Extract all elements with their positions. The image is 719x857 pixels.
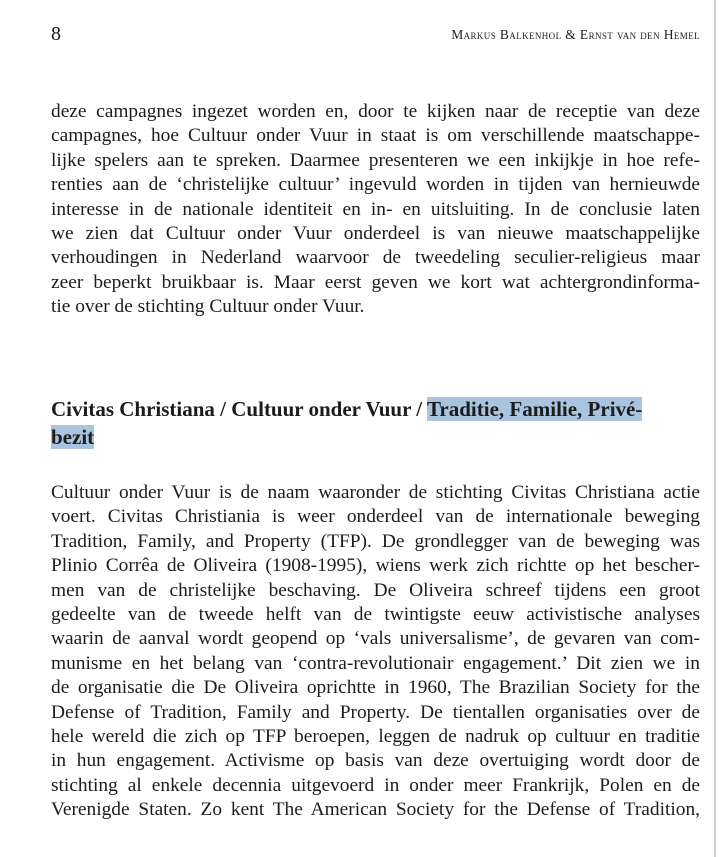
- text-line: in hun engagement. Activisme op basis van deze overtuiging wordt door de: [51, 750, 700, 772]
- text-line: Verenigde Staten. Zo kent The American Society for the Defense of Tradition,: [51, 799, 700, 821]
- running-head: Markus Balkenhol & Ernst van den Hemel: [451, 27, 700, 42]
- body-paragraph: [51, 481, 700, 823]
- selected-text[interactable]: Traditie, Familie, Privé-: [426, 397, 643, 421]
- text-line: de organisatie die De Oliveira oprichtte in 1960, The Brazilian Society for the: [51, 677, 700, 699]
- text-line: munisme en het belang van ‘contra-revolutionair engagement.’ Dit zien we in: [51, 652, 700, 674]
- text-line: we zien dat Cultuur onder Vuur onderdeel is van nieuwe maatschappelijke: [51, 223, 700, 245]
- text-line: interesse in de nationale identiteit en in- en uitsluiting. In de conclusie laten: [51, 198, 700, 220]
- text-line: voert. Civitas Christiania is weer onderdeel van de internationale beweging: [51, 506, 700, 528]
- text-line: gedeelte van de tweede helft van de twintigste eeuw activistische analyses: [51, 604, 700, 626]
- text-line: deze campagnes ingezet worden en, door te kijken naar de receptie van deze: [51, 101, 700, 122]
- text-line: zeer beperkt bruikbaar is. Maar eerst geven we kort wat achtergrondinforma-: [51, 271, 700, 293]
- text-line: tie over de stichting Cultuur onder Vuur.: [51, 296, 365, 318]
- text-line: hele wereld die zich op TFP beroepen, leggen de nadruk op cultuur en traditie: [51, 726, 700, 748]
- text-line: campagnes, hoe Cultuur onder Vuur in staat is om verschillende maatschappe-: [51, 125, 700, 147]
- text-line: stichting al enkele decennia uitgevoerd in onder meer Frankrijk, Polen en de: [51, 774, 700, 796]
- text-line: verhoudingen in Nederland waarvoor de tweedeling seculier-religieus maar: [51, 247, 700, 269]
- intro-paragraph: [51, 100, 700, 320]
- text-line: Plinio Corrêa de Oliveira (1908-1995), wiens werk zich richtte op het bescher-: [51, 555, 700, 577]
- text-line: men van de christelijke beschaving. De Oliveira schreef tijdens een groot: [51, 579, 700, 601]
- heading-text: Civitas Christiana / Cultuur onder Vuur /: [51, 397, 427, 421]
- text-line: Cultuur onder Vuur is de naam waaronder de stichting Civitas Christiana actie: [51, 482, 700, 503]
- text-line: lijke spelers aan te spreken. Daarmee presenteren we een inkijkje in hoe refe-: [51, 149, 700, 171]
- selected-text[interactable]: bezit: [51, 425, 95, 449]
- text-line: Defense of Tradition, Family and Property. De tientallen organisaties over de: [51, 701, 700, 723]
- text-line: Tradition, Family, and Property (TFP). De grondlegger van de beweging was: [51, 530, 700, 552]
- page-number: 8: [51, 23, 61, 45]
- text-line: renties aan de ‘christelijke cultuur’ ingevuld worden in tijden van hernieuwde: [51, 174, 700, 196]
- text-line: waarin de aanval wordt geopend op ‘vals universalisme’, de gevaren van com-: [51, 628, 700, 650]
- section-heading: [51, 395, 691, 451]
